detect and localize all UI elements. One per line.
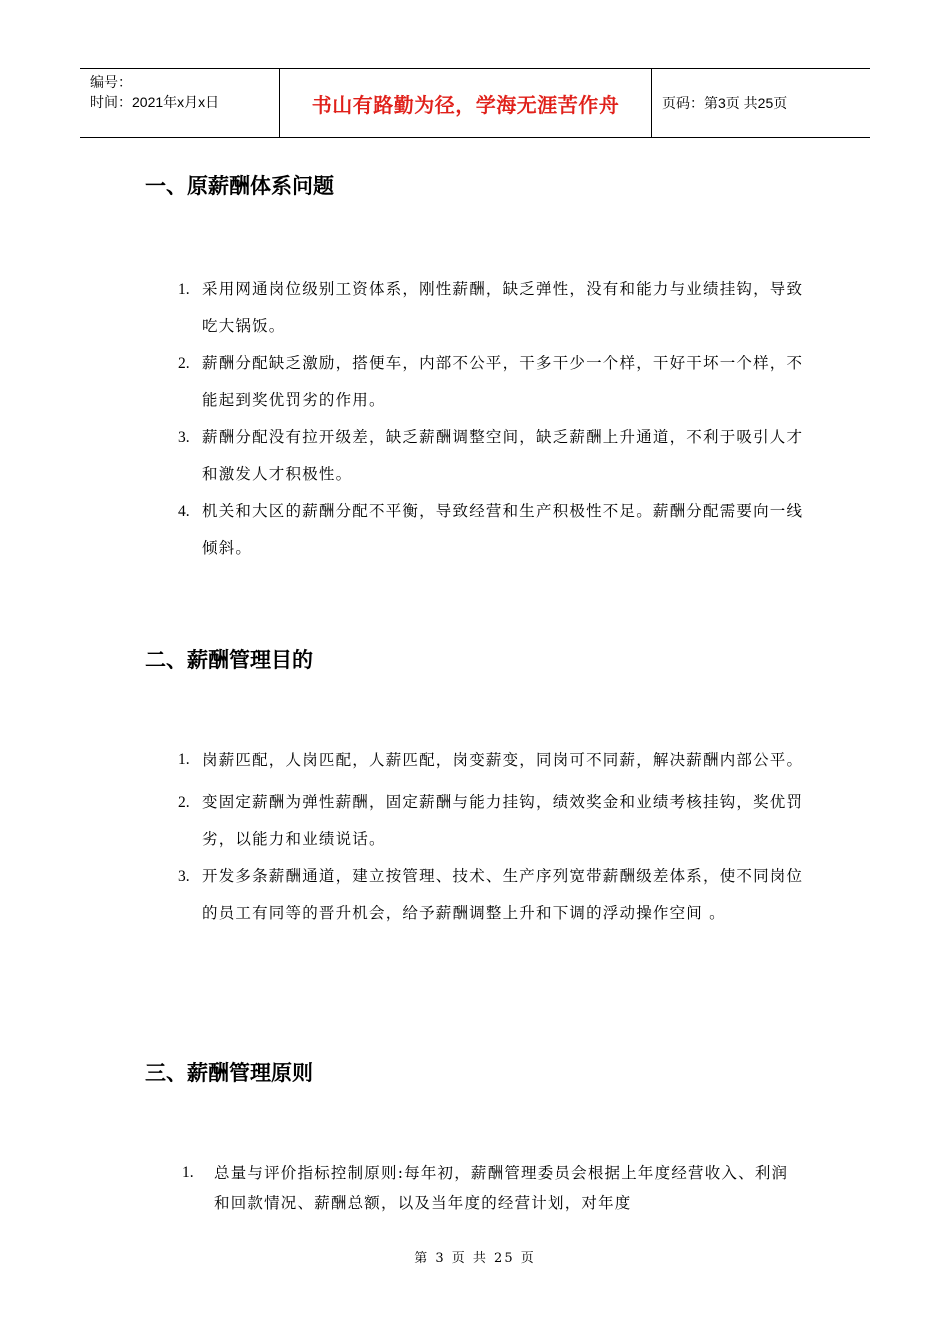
section-title-3: 三、薪酬管理原则 <box>145 1061 313 1085</box>
item-number: 2. <box>178 794 190 811</box>
header-page-info: 页码：第3页 共25页 <box>662 95 788 111</box>
item-number: 1. <box>178 281 190 298</box>
item-text: 岗薪匹配，人岗匹配，人薪匹配，岗变薪变，同岗可不同薪，解决薪酬内部公平。 <box>202 751 804 769</box>
item-text: 采用网通岗位级别工资体系，刚性薪酬，缺乏弹性，没有和能力与业绩挂钩，导致吃大锅饭。 <box>202 280 804 335</box>
item-text: 薪酬分配缺乏激励，搭便车，内部不公平，干多干少一个样，干好干坏一个样，不能起到奖优罚劣的作用。 <box>202 354 804 409</box>
list-item <box>178 271 818 345</box>
header-meta <box>80 69 280 137</box>
document-number: 编号： <box>90 74 132 90</box>
list-item <box>178 748 818 772</box>
list-item <box>178 493 818 567</box>
item-number: 2. <box>178 355 190 372</box>
header-motto: 书山有路勤为径，学海无涯苦作舟 <box>280 69 652 137</box>
item-number: 3. <box>178 868 190 885</box>
list-item <box>178 419 818 493</box>
document-date: 时间：2021年x月x日 <box>90 94 220 110</box>
item-text: 总量与评价指标控制原则:每年初，薪酬管理委员会根据上年度经营收入、利润和回款情况、薪酬总额，以及当年度的经营计划，对年度 <box>214 1164 789 1212</box>
item-number: 1. <box>178 751 190 768</box>
list-item <box>178 858 818 932</box>
item-text: 开发多条薪酬通道，建立按管理、技术、生产序列宽带薪酬级差体系，使不同岗位的员工有同等的晋升机会，给予薪酬调整上升和下调的浮动操作空间 。 <box>202 867 804 922</box>
item-number: 1. <box>182 1164 194 1181</box>
item-number: 3. <box>178 429 190 446</box>
page-footer: 第 3 页 共 25 页 <box>414 1251 536 1266</box>
list-item <box>182 1158 802 1218</box>
item-text: 薪酬分配没有拉开级差，缺乏薪酬调整空间，缺乏薪酬上升通道，不利于吸引人才和激发人才积极性。 <box>202 428 804 483</box>
section-title-2: 二、薪酬管理目的 <box>145 648 313 672</box>
page-header <box>80 68 870 138</box>
section-1-list <box>178 271 818 567</box>
list-item <box>178 784 818 858</box>
section-title-1: 一、原薪酬体系问题 <box>145 174 334 198</box>
section-3-list <box>182 1158 802 1218</box>
list-item <box>178 345 818 419</box>
section-2-list <box>178 748 818 932</box>
item-number: 4. <box>178 503 190 520</box>
item-text: 变固定薪酬为弹性薪酬，固定薪酬与能力挂钩，绩效奖金和业绩考核挂钩，奖优罚劣，以能力和业绩说话。 <box>202 793 804 848</box>
item-text: 机关和大区的薪酬分配不平衡，导致经营和生产积极性不足。薪酬分配需要向一线倾斜。 <box>202 502 804 557</box>
